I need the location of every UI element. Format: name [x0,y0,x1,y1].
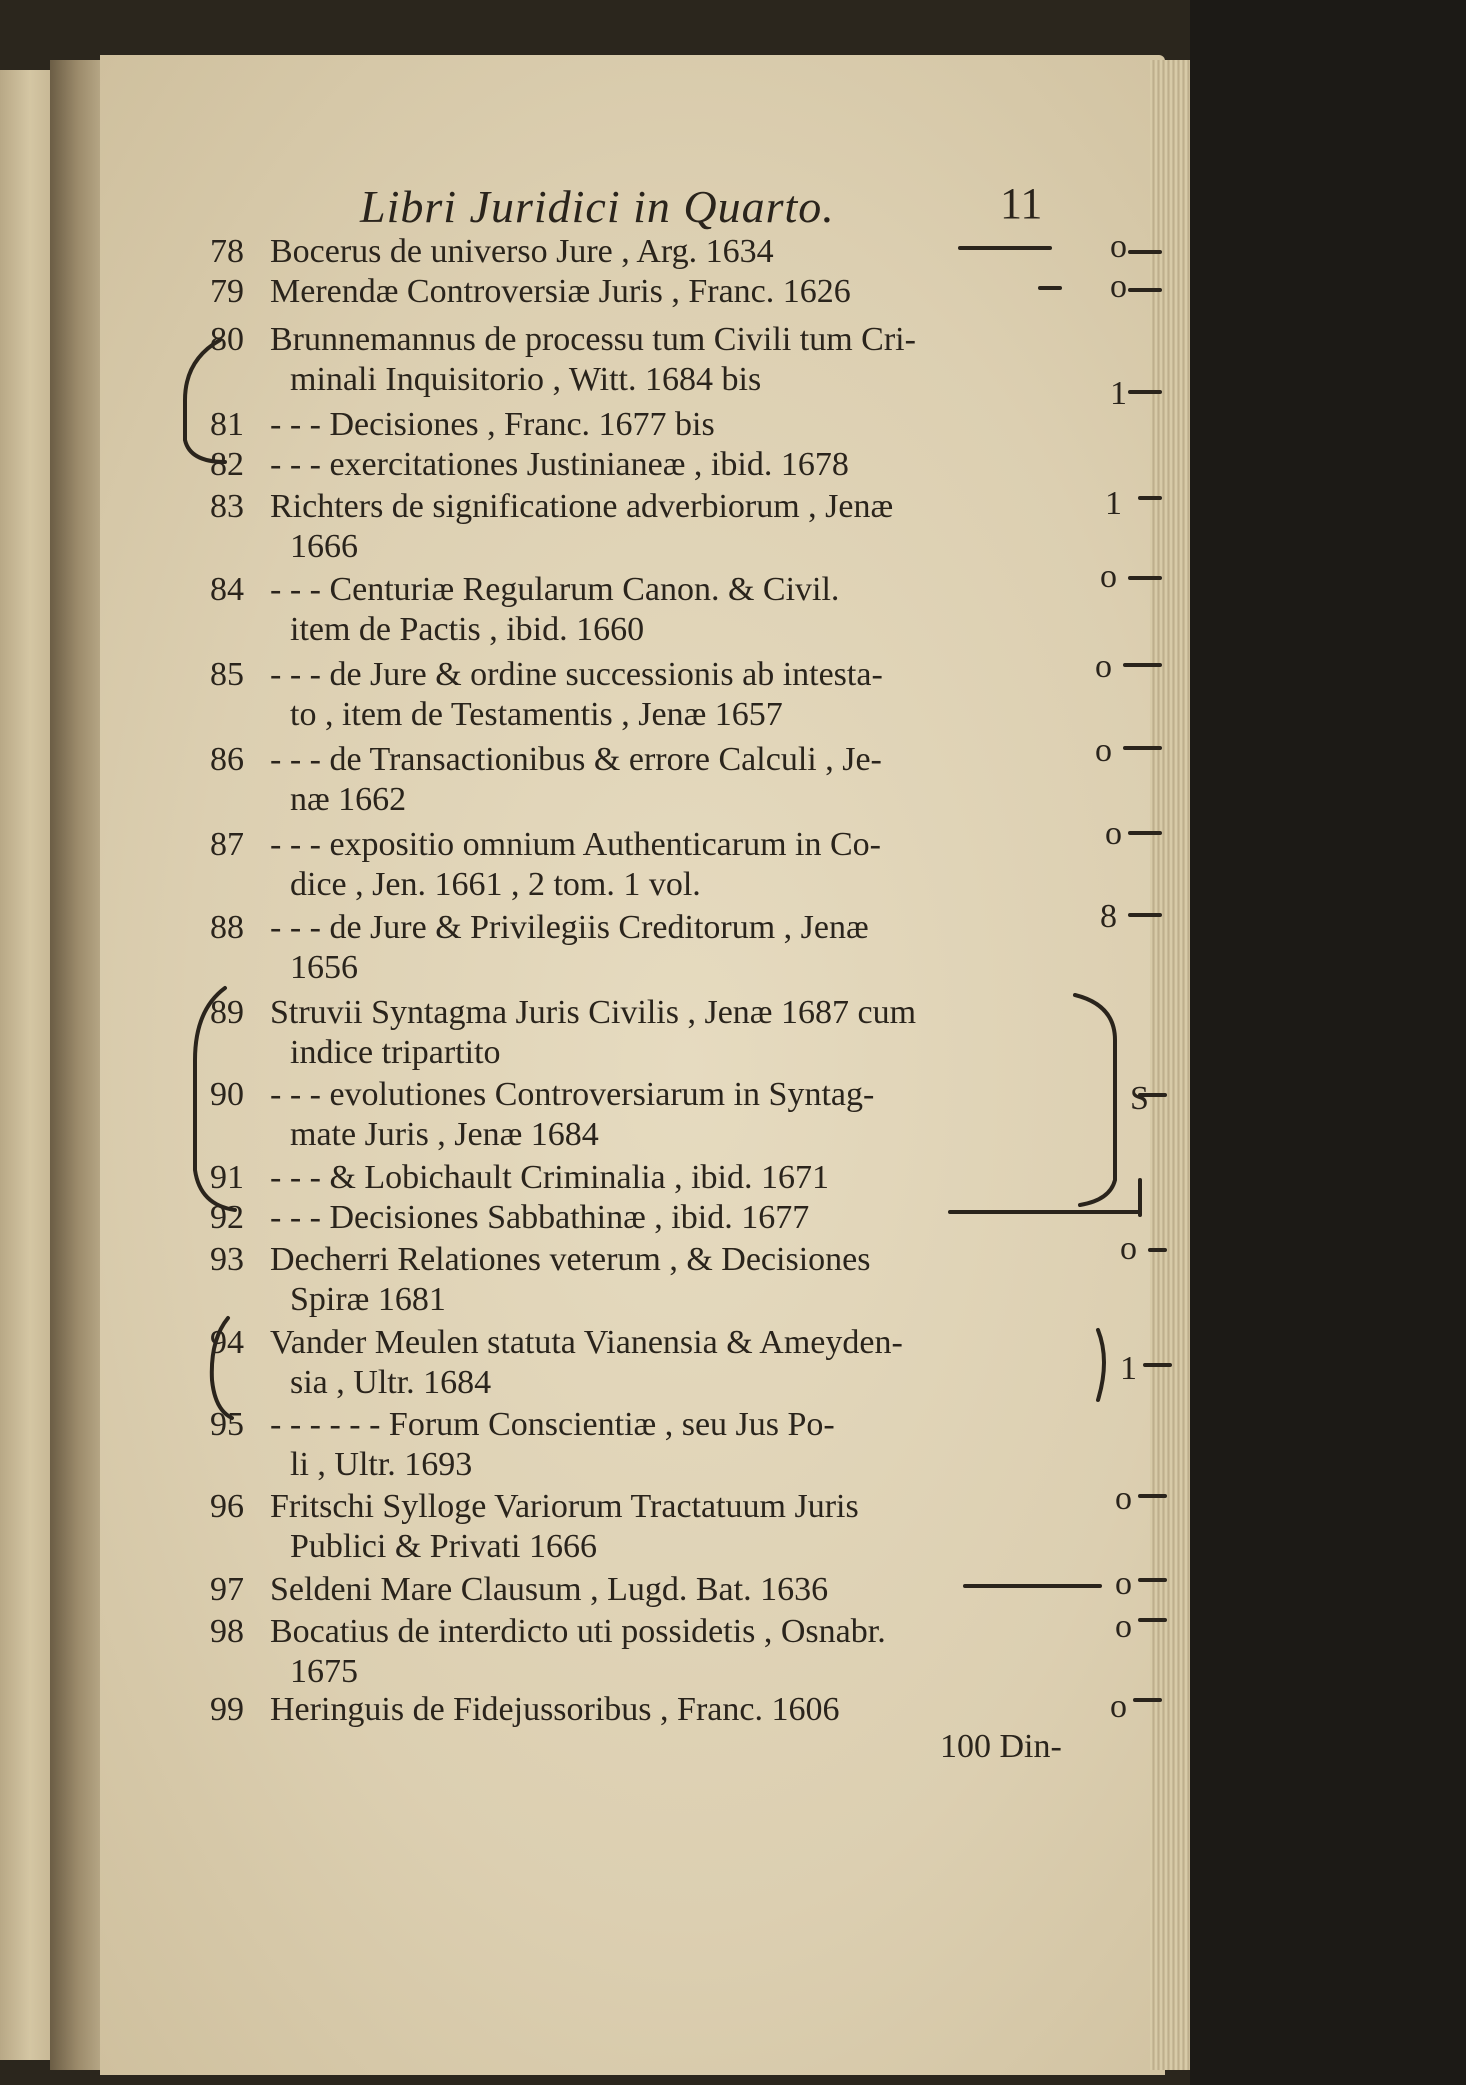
entry-text: Richters de significatione adverbiorum , Jenæ [270,488,894,525]
margin-mark: o [1110,228,1127,265]
entry-text: Merendæ Controversiæ Juris , Franc. 1626 [270,273,851,310]
margin-mark: 1 [1110,375,1127,412]
entry-number: 89 [210,994,244,1031]
entry-text: Decherri Relationes veterum , & Decisiones [270,1241,871,1278]
bracket-right-89-92 [1075,995,1115,1205]
margin-mark: 8 [1100,898,1117,935]
margin-mark: 1 [1120,1350,1137,1387]
entry-text: indice tripartito [290,1034,501,1071]
entry-text: Bocatius de interdicto uti possidetis , Osnabr. [270,1613,886,1650]
entry-number: 82 [210,446,244,483]
entry-number: 78 [210,233,244,270]
entry-text: Seldeni Mare Clausum , Lugd. Bat. 1636 [270,1571,829,1608]
margin-mark: o [1110,268,1127,305]
entry-number: 97 [210,1571,244,1608]
entry-text: Bocerus de universo Jure , Arg. 1634 [270,233,774,270]
bracket-left-80-82 [185,340,225,462]
margin-mark: o [1095,732,1112,769]
entry-text: - - - Centuriæ Regularum Canon. & Civil. [270,571,840,608]
entry-text: - - - & Lobichault Criminalia , ibid. 1671 [270,1159,830,1196]
entry-text: - - - Decisiones , Franc. 1677 bis [270,406,715,443]
entry-number: 79 [210,273,244,310]
entry-text: - - - expositio omnium Authenticarum in Co- [270,826,881,863]
entry-text: - - - exercitationes Justinianeæ , ibid. 1678 [270,446,849,483]
entry-text: Fritschi Sylloge Variorum Tractatuum Juris [270,1488,859,1525]
entry-text: - - - de Transactionibus & errore Calculi , Je- [270,741,882,778]
entry-text: to , item de Testamentis , Jenæ 1657 [290,696,783,733]
entry-text: item de Pactis , ibid. 1660 [290,611,645,648]
margin-mark: o [1115,1480,1132,1517]
entry-number: 93 [210,1241,244,1278]
entry-text: - - - - - - Forum Conscientiæ , seu Jus Po- [270,1406,835,1443]
entry-text: li , Ultr. 1693 [290,1446,473,1483]
entry-text: dice , Jen. 1661 , 2 tom. 1 vol. [290,866,701,903]
entry-text: Struvii Syntagma Juris Civilis , Jenæ 1687 cum [270,994,917,1031]
entry-number: 85 [210,656,244,693]
entry-number: 91 [210,1159,244,1196]
entry-number: 84 [210,571,244,608]
margin-mark: 1 [1105,485,1122,522]
entry-text: Brunnemannus de processu tum Civili tum Cri- [270,321,916,358]
margin-mark: o [1115,1565,1132,1602]
entry-number: 90 [210,1076,244,1113]
page-title: Libri Juridici in Quarto. [360,181,835,232]
entry-number: 83 [210,488,244,525]
entry-text: 1675 [290,1653,358,1690]
entry-number: 86 [210,741,244,778]
margin-mark: o [1110,1688,1127,1725]
entry-text: mate Juris , Jenæ 1684 [290,1116,599,1153]
entry-number: 95 [210,1406,244,1443]
catchword: 100 Din- [940,1728,1062,1765]
entry-number: 88 [210,909,244,946]
entry-number: 94 [210,1324,244,1361]
margin-mark: o [1115,1608,1132,1645]
margin-mark: o [1120,1230,1137,1267]
entry-text: - - - Decisiones Sabbathinæ , ibid. 1677 [270,1199,810,1236]
margin-mark: o [1095,648,1112,685]
margin-mark: o [1105,815,1122,852]
entry-number: 92 [210,1199,244,1236]
entry-number: 99 [210,1691,244,1728]
bracket-right-94-95 [1098,1330,1104,1400]
entry-text: Vander Meulen statuta Vianensia & Ameyden- [270,1324,903,1361]
entry-text: 1666 [290,528,358,565]
margin-mark: o [1100,558,1117,595]
entry-text: - - - de Jure & ordine successionis ab intesta- [270,656,883,693]
entry-text: - - - de Jure & Privilegiis Creditorum , Jenæ [270,909,869,946]
bracket-left-89-92 [195,988,235,1210]
entry-number: 87 [210,826,244,863]
bracket-left-94-95 [212,1318,232,1418]
entry-text: Publici & Privati 1666 [290,1528,597,1565]
entry-number: 81 [210,406,244,443]
entry-text: næ 1662 [290,781,407,818]
entry-text: minali Inquisitorio , Witt. 1684 bis [290,361,762,398]
entry-number: 98 [210,1613,244,1650]
entry-text: Spiræ 1681 [290,1281,446,1318]
entry-text: Heringuis de Fidejussoribus , Franc. 1606 [270,1691,840,1728]
page-number: 11 [1000,179,1043,228]
entry-number: 80 [210,321,244,358]
entry-text: sia , Ultr. 1684 [290,1364,492,1401]
entry-text: 1656 [290,949,358,986]
margin-mark: S [1130,1080,1149,1117]
entry-text: - - - evolutiones Controversiarum in Syntag- [270,1076,875,1113]
entry-number: 96 [210,1488,244,1525]
